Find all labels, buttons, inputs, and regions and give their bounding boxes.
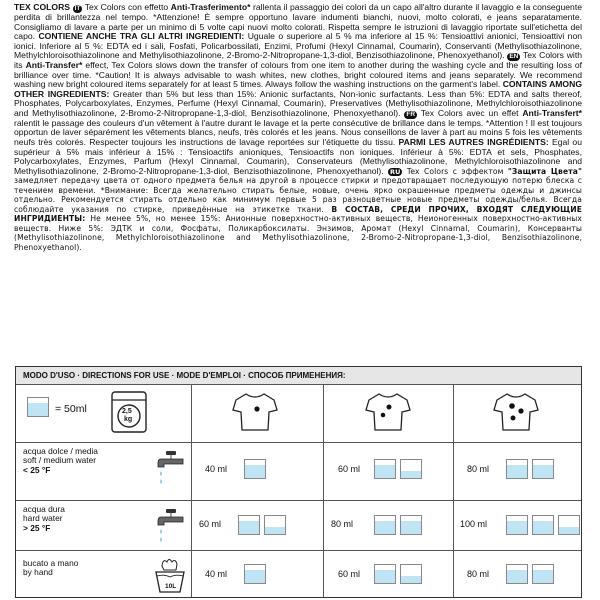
fr-body-2: ralentit le passage des couleurs d'un vêtement à l'autre durant le lavage et la perte consécutive de brillance dans le temps. *Attention ! Il est toujours opportun de laver séparément les vêtements blancs, neufs, très colorés et les jeans. Nous conseillons de laver à part au moins 5 fois les vêtements neufs très colorés. Respecter toujours les instructions de lavage reportées sur l'étiquette du tissu. <box>14 117 582 148</box>
it-brand: Anti-Trasferimento* <box>170 2 251 12</box>
dose-cup-icon <box>506 564 528 584</box>
french-flag-badge: FR <box>406 110 416 118</box>
soft-water-label: acqua dolce / media soft / medium water < 25 °F <box>23 446 98 475</box>
directions-header: MODO D'USO · DIRECTIONS FOR USE · MODE D'EMPLOI · СПОСОБ ПРИМЕНЕНИЯ: <box>16 367 581 384</box>
half-dose-cup-icon <box>558 515 580 535</box>
en-body-1: Tex Colors with its <box>14 50 582 71</box>
soft-water-dose-medium: 60 ml <box>338 464 361 474</box>
russian-flag-badge: RU <box>389 167 401 176</box>
ru-brand: "Защита Цвета" <box>507 166 582 176</box>
hand-wash-dose-light: 40 ml <box>205 569 228 579</box>
cup-equals-label: = 50ml <box>55 403 87 415</box>
dose-cup-icon <box>374 515 396 535</box>
dose-cup-icon <box>532 459 554 479</box>
en-body-2: effect, Tex Colors slows down the transfer of colours from one item to another during the washing cycle and the resulting loss of brilliance over time. *Caution! It is always advisable to wash whites, new clothes, bright coloured items and jeans separately. We recommend washing new bright coloured items separately for at least 5 times. Always follow the washing instructions on the garment's label. <box>14 60 583 90</box>
dose-cup-icon <box>374 564 396 584</box>
hard-water-dose-light: 60 ml <box>199 519 222 529</box>
ru-body-2: замедляет передачу цвета от одного предмета белья на другой в процессе стирки и предотвращает последующую потерю блеска с течением времени. *Внимание: Всегда желательно стирать белые, новые, очень ярко окрашенные предметы одежды и джинсы отдельно. Рекомендуется стирать отдельно как минимум первые 5 раз разноцветные новые предметы одежды/белья. Всегда соблюдайте указания по стирке, приведённые на этикетке ткани. <box>14 176 582 214</box>
dose-cup-icon <box>374 459 396 479</box>
fr-body-1: Tex Colors avec un effet <box>417 107 523 118</box>
en-ingredients-title: CONTAINS AMONG OTHER INGREDIENTS: <box>14 79 583 99</box>
ru-ingredients-title: В СОСТАВ, СРЕДИ ПРОЧИХ, ВХОДЯТ СЛЕДУЮЩИЕ ИНГРИДИЕНТЫ: <box>14 204 582 224</box>
heavily-soiled-shirt-icon <box>493 392 539 432</box>
soft-water-dose-light: 40 ml <box>205 464 228 474</box>
dosing-cup-icon <box>27 397 49 417</box>
en-brand: Anti-Transfer* <box>25 60 83 71</box>
hand-wash-dose-medium: 60 ml <box>338 569 361 579</box>
dose-cup-icon <box>238 515 260 535</box>
english-flag-badge: EN <box>509 53 519 61</box>
hand-wash-label: bucato a mano by hand <box>23 558 79 578</box>
tap-icon <box>157 507 185 549</box>
dose-cup-icon <box>244 564 266 584</box>
dose-cup-icon <box>532 564 554 584</box>
half-dose-cup-icon <box>400 564 422 584</box>
italian-paragraph <box>14 3 582 253</box>
tap-icon <box>157 449 185 491</box>
en-ingredients: Greater than 5% but less than 15%: Anionic surfactants, Non-ionic surfactants. Less than 5%: EDTA and salts thereof, Phosphates, Polycarboxylates, Enzymes, Perfume (Hexyl Cinnamal, Coumarin), Preservatives (Methylisothiazolinone, Methylchloroisothiazolinone and Methylisothiazolinone, 2-Bromo-2-Nitropropane-1,3-diol, Benzisothiazolinone, Phenoxyethanol). <box>14 88 582 118</box>
lightly-soiled-shirt-icon <box>232 392 278 432</box>
hard-water-dose-heavy: 100 ml <box>460 519 488 529</box>
fr-ingredients-title: PARMI LES AUTRES INGRÉDIENTS: <box>398 137 549 148</box>
hard-water-dose-medium: 80 ml <box>331 519 354 529</box>
half-dose-cup-icon <box>264 515 286 535</box>
label-text-block <box>14 3 582 253</box>
basin-volume-label: 10L <box>165 583 177 590</box>
medium-soiled-shirt-icon <box>365 392 411 432</box>
fr-ingredients: Egal ou supérieur à 5% mais inférieur à 15% : Tensioactifs anioniques, Tensioactifs non ioniques. Inférieur à 5%: EDTA et sels, Phosphates, Polycarboxylates, Enzymes, Parfum (Hexyl Cinnamal, Coumarin), Conservateurs (Methylisothiazolinone, Methylchloroisothiazolinone and Methylisothiazolinone, 2-Bromo-2-Nitropropane-1,3-diol, Benzisothiazolinone, Phenoxyethanol). <box>14 137 582 176</box>
drum-load-unit: kg <box>124 416 133 423</box>
fr-brand: Anti-Transfert* <box>522 107 583 118</box>
drum-load-value: 2,5 <box>122 408 132 415</box>
it-body-2: rallenta il passaggio dei colori da un capo all'altro durante il lavaggio e la conseguente perdita di brillantezza nel tempo. *Attenzione! È sempre opportuno lavare indumenti bianchi, nuovi, molto colorati, e jeans separatamente. Consigliamo di lavare a parte per un minimo di 5 volte capi nuovi molto colorati. Rispetta sempre le istruzioni di lavaggio riportate sull'etichetta del capo. <box>14 2 583 42</box>
dose-cup-icon <box>244 459 266 479</box>
dose-cup-icon <box>506 515 528 535</box>
soft-water-dose-heavy: 80 ml <box>467 464 490 474</box>
italian-flag-badge: IT <box>74 5 81 12</box>
dose-cup-icon <box>506 459 528 479</box>
hand-wash-dose-heavy: 80 ml <box>467 569 490 579</box>
ru-ingredients: Не менее 5%, но менее 15%: Анионные поверхностно-активных веществ, Неионогенных поверхностно-активных веществ. Ниже 5%: ЭДТК и соли, Фосфаты, Поликарбоксилаты. Энзимов, Аромат (Hexyl Cinnamal, Coumarin), Консерванты (Methylisothiazolinone, Methylchloroisothiazolinone and Methylisothiazolinone, 2-Bromo-2-Nitropropane-1,3-diol, Benzisothiazolinone, Phenoxyethanol). <box>14 214 582 253</box>
it-title: TEX COLORS <box>14 2 71 12</box>
directions-table <box>15 366 582 598</box>
it-ingredients-title: CONTIENE ANCHE TRA GLI ALTRI INGREDIENTI: <box>38 31 245 42</box>
it-ingredients: Uguale o superiore al 5 % ma inferiore al 15 %: Tensioattivi anionici, Tensioattivi non ionici. Inferiore al 5 %: EDTA ed i sali, Fosfati, Policarbossilati, Enzimi, Profumi (Hexyl Cinnamal, Coumarin), Conservanti (Methylisothiazolinone, Methylchloroisothiazolinone and Methylisothiazolinone, 2-Bromo-2-Nitropropane-1,3-diol, Benzisothiazolinone, Phenoxyethanol). <box>14 31 583 61</box>
half-dose-cup-icon <box>400 459 422 479</box>
dose-cup-icon <box>400 515 422 535</box>
ru-body-1: Tex Colors с эффектом <box>402 166 508 176</box>
dose-cup-icon <box>532 515 554 535</box>
hard-water-label: acqua dura hard water > 25 °F <box>23 504 65 533</box>
it-body-1: Tex Colors con effetto <box>84 2 171 12</box>
